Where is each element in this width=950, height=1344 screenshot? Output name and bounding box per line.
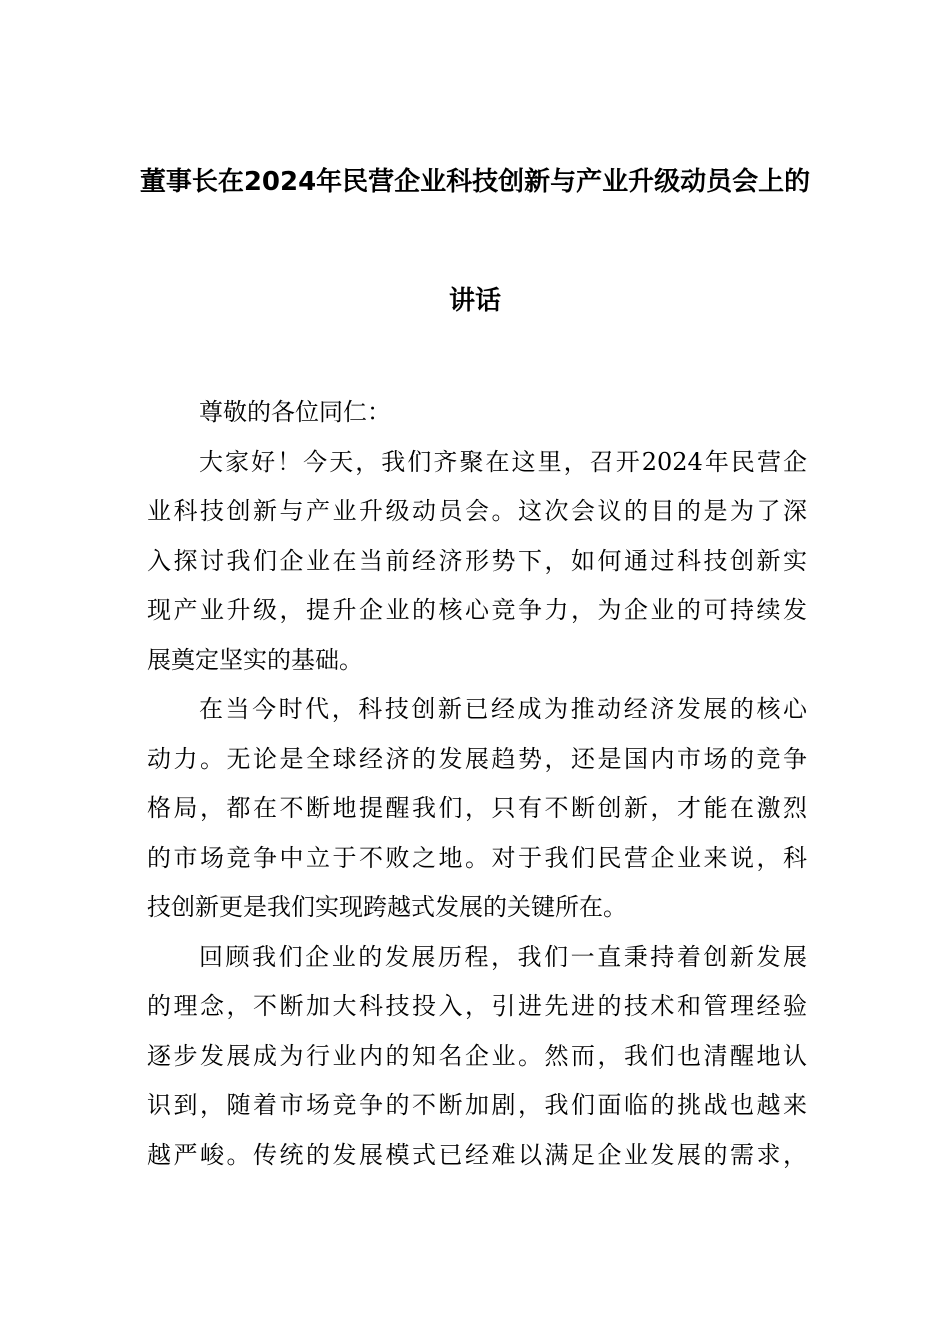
body-line: 入探讨我们企业在当前经济形势下，如何通过科技创新实 — [147, 546, 807, 575]
body-line: 现产业升级，提升企业的核心竞争力，为企业的可持续发 — [147, 596, 807, 624]
document-body — [147, 388, 807, 1180]
document-title-line-2: 讲话 — [448, 286, 501, 316]
salutation: 尊敬的各位同仁： — [199, 398, 391, 426]
body-line: 展奠定坚实的基础。 — [147, 645, 363, 674]
body-line: 的市场竞争中立于不败之地。对于我们民营企业来说，科 — [147, 843, 807, 872]
body-line: 动力。无论是全球经济的发展趋势，还是国内市场的竞争 — [147, 744, 807, 773]
body-line: 技创新更是我们实现跨越式发展的关键所在。 — [147, 893, 627, 921]
body-line: 格局，都在不断地提醒我们，只有不断创新，才能在激烈 — [147, 794, 807, 822]
body-line: 大家好！今天，我们齐聚在这里，召开2024年民营企 — [199, 447, 807, 476]
body-line: 在当今时代，科技创新已经成为推动经济发展的核心 — [199, 695, 807, 723]
body-line: 识到，随着市场竞争的不断加剧，我们面临的挑战也越来 — [147, 1091, 807, 1119]
document-title-line-1: 董事长在2024年民营企业科技创新与产业升级动员会上的 — [139, 167, 811, 197]
body-line: 逐步发展成为行业内的知名企业。然而，我们也清醒地认 — [147, 1041, 807, 1070]
body-line: 回顾我们企业的发展历程，我们一直秉持着创新发展 — [199, 942, 807, 971]
body-line: 的理念，不断加大科技投入，引进先进的技术和管理经验 — [147, 992, 807, 1020]
body-line: 业科技创新与产业升级动员会。这次会议的目的是为了深 — [147, 497, 807, 525]
body-line: 越严峻。传统的发展模式已经难以满足企业发展的需求， — [147, 1140, 807, 1169]
